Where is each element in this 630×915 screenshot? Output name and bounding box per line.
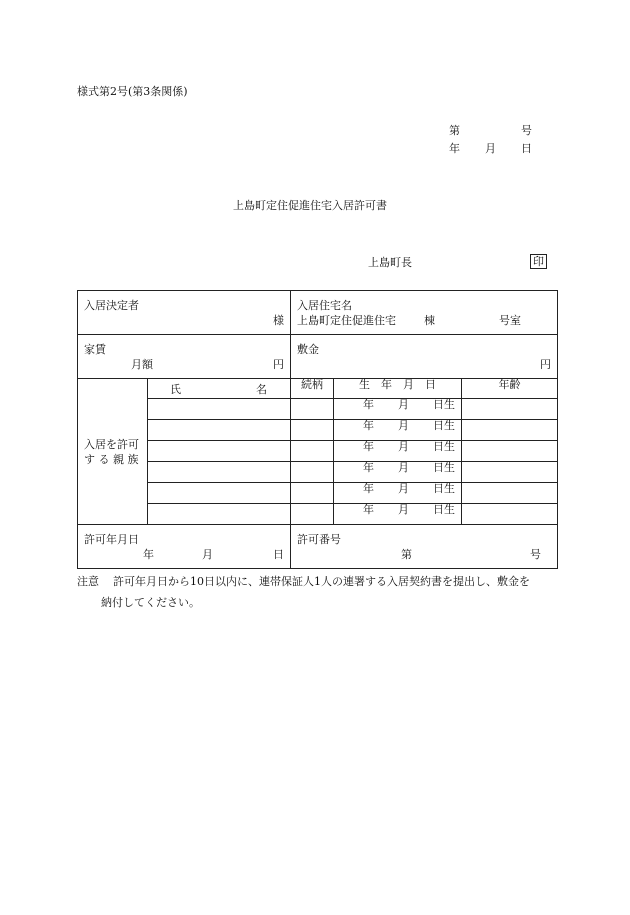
family-age-cell — [462, 399, 558, 420]
applicant-row — [78, 291, 558, 335]
permit-row — [78, 525, 558, 569]
rent-monthly: 月額 — [131, 358, 153, 371]
birth-day: 日生 — [433, 482, 456, 495]
birth-month: 月 — [398, 461, 410, 474]
birth-month: 月 — [398, 419, 410, 432]
permit-no-label: 許可番号 — [297, 533, 342, 546]
family-row — [78, 483, 558, 504]
birth-day: 日生 — [433, 461, 456, 474]
residence-label: 入居住宅名 — [297, 299, 353, 312]
family-name-cell — [148, 483, 291, 504]
deposit-cell — [291, 335, 558, 379]
name-header-1: 氏 — [170, 383, 181, 396]
family-name-cell — [148, 462, 291, 483]
birth-day: 日生 — [433, 440, 456, 453]
permit-date-label: 許可年月日 — [84, 533, 139, 546]
issuer-name: 上島町長 — [368, 256, 412, 269]
relation-header: 続柄 — [291, 379, 334, 399]
family-row — [78, 420, 558, 441]
permit-day: 日 — [273, 548, 285, 561]
issue-year: 年 — [449, 142, 460, 155]
family-header-row — [78, 379, 558, 399]
issue-month: 月 — [485, 142, 496, 155]
family-age-cell — [462, 441, 558, 462]
rent-row — [78, 335, 558, 379]
birth-year: 年 — [363, 482, 375, 495]
family-row — [78, 441, 558, 462]
residence-cell — [291, 291, 558, 335]
family-birth-cell — [334, 504, 462, 525]
family-age-cell — [462, 483, 558, 504]
birth-month: 月 — [398, 398, 410, 411]
applicant-label: 入居決定者 — [84, 299, 139, 312]
family-birth-cell — [334, 441, 462, 462]
birth-year: 年 — [363, 440, 375, 453]
form-number: 様式第2号(第3条関係) — [77, 85, 188, 98]
family-birth-cell — [334, 483, 462, 504]
note-line-1: 許可年月日から10日以内に、連帯保証人1人の連署する入居契約書を提出し、敷金を — [113, 575, 530, 588]
family-name-cell — [148, 399, 291, 420]
permit-no-prefix: 第 — [401, 548, 413, 561]
birth-day: 日生 — [433, 503, 456, 516]
issue-day: 日 — [521, 142, 532, 155]
permit-no-suffix: 号 — [530, 548, 542, 561]
birth-day: 日生 — [433, 398, 456, 411]
doc-number-suffix: 号 — [521, 124, 532, 137]
family-age-cell — [462, 504, 558, 525]
birth-month: 月 — [398, 503, 410, 516]
birth-year: 年 — [363, 398, 375, 411]
permit-year: 年 — [143, 548, 154, 561]
document-title: 上島町定住促進住宅入居許可書 — [233, 199, 387, 212]
birth-month: 月 — [398, 440, 410, 453]
name-header-2: 名 — [256, 383, 267, 396]
family-age-cell — [462, 420, 558, 441]
applicant-cell — [78, 291, 291, 335]
birth-month: 月 — [398, 482, 410, 495]
family-birth-cell — [334, 420, 462, 441]
family-row — [78, 504, 558, 525]
birth-year: 年 — [363, 503, 375, 516]
residence-name: 上島町定住促進住宅 — [297, 314, 397, 327]
deposit-label: 敷金 — [297, 343, 320, 356]
family-age-cell — [462, 462, 558, 483]
family-relation-cell — [291, 504, 334, 525]
birth-year: 年 — [363, 419, 375, 432]
birth-year: 年 — [363, 461, 375, 474]
family-name-cell — [148, 504, 291, 525]
birth-day: 日生 — [433, 419, 456, 432]
family-name-cell — [148, 441, 291, 462]
permit-table — [77, 290, 558, 569]
note-line-2: 納付してください。 — [101, 596, 200, 609]
seal-mark: 印 — [530, 254, 547, 269]
family-relation-cell — [291, 483, 334, 504]
family-birth-cell — [334, 462, 462, 483]
applicant-honorific: 様 — [273, 314, 285, 327]
doc-number-prefix: 第 — [449, 124, 460, 137]
residence-building: 棟 — [424, 314, 436, 327]
family-relation-cell — [291, 441, 334, 462]
family-relation-cell — [291, 420, 334, 441]
residence-room: 号室 — [499, 314, 522, 327]
note-label: 注意 — [77, 575, 99, 588]
rent-unit: 円 — [273, 358, 285, 371]
permit-month: 月 — [202, 548, 213, 561]
family-relation-cell — [291, 462, 334, 483]
family-label-line2: す る 親 族 — [84, 452, 139, 466]
permit-date-cell — [78, 525, 291, 569]
family-name-cell — [148, 420, 291, 441]
rent-cell — [78, 335, 291, 379]
rent-label: 家賃 — [84, 343, 106, 356]
family-label-cell — [78, 379, 148, 525]
family-label-line1: 入居を許可 — [84, 437, 139, 451]
family-birth-cell — [334, 399, 462, 420]
name-header — [148, 379, 291, 399]
family-row — [78, 399, 558, 420]
deposit-unit: 円 — [540, 358, 552, 371]
birth-header: 生 年 月 日 — [334, 379, 462, 399]
family-relation-cell — [291, 399, 334, 420]
permit-no-cell — [291, 525, 558, 569]
age-header: 年齢 — [462, 379, 558, 399]
family-row — [78, 462, 558, 483]
